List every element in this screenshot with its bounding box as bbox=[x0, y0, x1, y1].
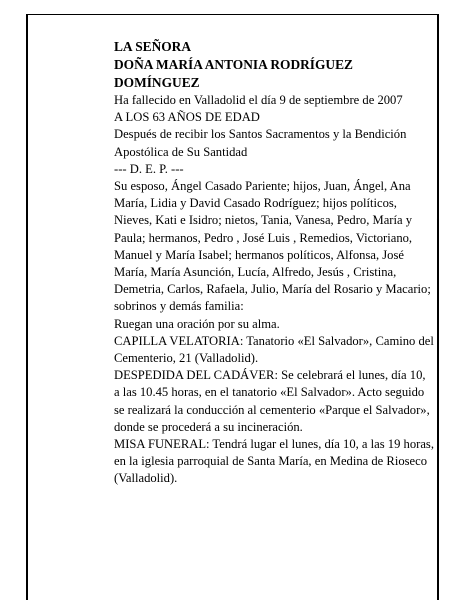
chapel-info: CAPILLA VELATORIA: Tanatorio «El Salvador», Camino del Cementerio, 21 (Valladolid). bbox=[114, 333, 434, 366]
sacraments-statement: Después de recibir los Santos Sacramentos y la Bendición Apostólica de Su Santidad bbox=[114, 127, 407, 159]
border-top bbox=[26, 14, 439, 15]
obituary-notice bbox=[114, 38, 434, 488]
farewell-info: DESPEDIDA DEL CADÁVER: Se celebrará el lunes, día 10, a las 10.45 horas, en el tanatorio «El Salvador». Acto seguido se realizará la conducción al cementerio «Parque el Salvador», donde se procederá a su incineración. bbox=[114, 368, 430, 434]
death-statement: Ha fallecido en Valladolid el día 9 de septiembre de 2007 bbox=[114, 93, 403, 107]
border-right bbox=[437, 14, 439, 600]
title-line-1: LA SEÑORA bbox=[114, 39, 192, 54]
border-left bbox=[26, 14, 28, 600]
funeral-mass-info: MISA FUNERAL: Tendrá lugar el lunes, día 10, a las 19 horas, en la iglesia parroquial de Santa María, en Medina de Rioseco (Valladolid). bbox=[114, 437, 434, 486]
deceased-name: DOÑA MARÍA ANTONIA RODRÍGUEZ DOMÍNGUEZ bbox=[114, 57, 353, 90]
rip-line: --- D. E. P. --- bbox=[114, 161, 184, 176]
age-statement: A LOS 63 AÑOS DE EDAD bbox=[114, 110, 260, 125]
family-list: Su esposo, Ángel Casado Pariente; hijos, Juan, Ángel, Ana María, Lidia y David Casado Rodríguez; hijos políticos, Nieves, Kati e Isidro; nietos, Tania, Vanesa, Pedro, María y Paula; hermanos, Pedro , José Luis , Remedios, Victoriano, Manuel y María Isabel; hermanos políticos, Alfonsa, José María, María Asunción, Lucía, Alfredo, Jesús , Cristina, Demetria, Carlos, Rafaela, Julio, María del Rosario y Macario; sobrinos y demás familia: bbox=[114, 179, 431, 314]
prayer-request: Ruegan una oración por su alma. bbox=[114, 316, 280, 331]
